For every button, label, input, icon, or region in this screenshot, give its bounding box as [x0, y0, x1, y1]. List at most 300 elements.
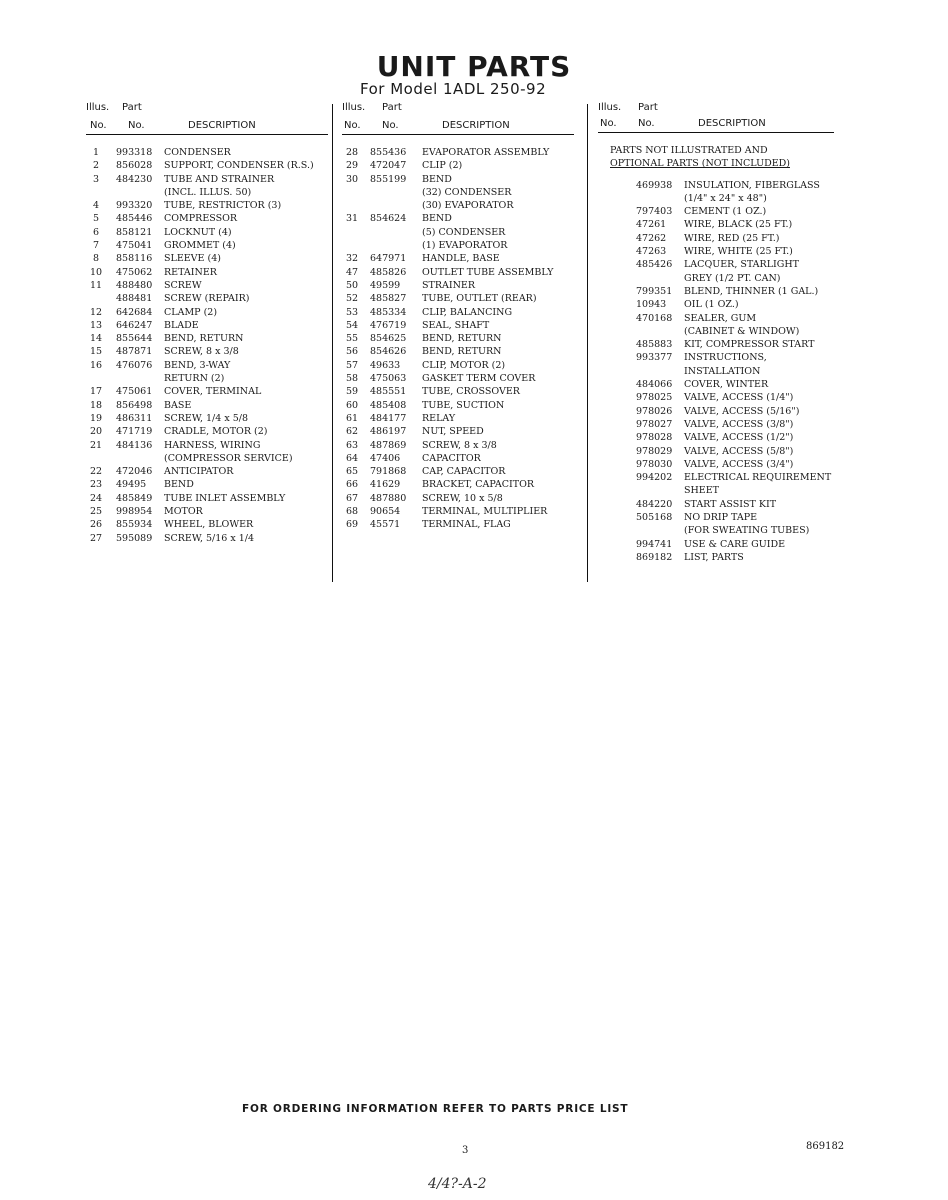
part-description: CAP, CAPACITOR — [422, 466, 506, 478]
illus-number: 57 — [345, 359, 359, 371]
part-description: RELAY — [422, 412, 456, 424]
table-row — [598, 378, 834, 391]
column-header — [598, 102, 834, 136]
part-description: CLIP, BALANCING — [422, 306, 513, 318]
part-description: COMPRESSOR — [164, 213, 238, 225]
part-description: ANTICIPATOR — [164, 466, 234, 478]
part-description: SCREW, 10 x 5/8 — [422, 492, 503, 504]
illus-number: 30 — [345, 173, 359, 185]
table-row — [598, 298, 834, 311]
table-row — [342, 279, 574, 292]
illus-number: 58 — [345, 373, 359, 385]
part-description: (CABINET & WINDOW) — [684, 325, 800, 337]
part-description: (1) EVAPORATOR — [422, 240, 508, 252]
part-description: TUBE INLET ASSEMBLY — [164, 492, 286, 504]
part-number: 994202 — [636, 472, 673, 484]
header-description: DESCRIPTION — [698, 118, 766, 129]
illus-number: 4 — [92, 200, 100, 212]
part-description: VALVE, ACCESS (3/8") — [684, 418, 794, 430]
part-description: TERMINAL, MULTIPLIER — [422, 506, 548, 518]
part-number: 486311 — [116, 412, 153, 424]
part-description: WIRE, BLACK (25 FT.) — [684, 219, 793, 231]
header-no: No. — [90, 120, 107, 131]
illus-number: 24 — [89, 492, 103, 504]
part-number: 856028 — [116, 160, 153, 172]
part-number: 476719 — [370, 319, 407, 331]
part-number: 505168 — [636, 512, 673, 524]
part-description: (5) CONDENSER — [422, 226, 506, 238]
illus-number: 67 — [345, 492, 359, 504]
part-description: INSULATION, FIBERGLASS — [684, 179, 820, 191]
illus-number: 62 — [345, 426, 359, 438]
illus-number: 3 — [92, 173, 100, 185]
part-description: SHEET — [684, 485, 719, 497]
parts-column-2 — [342, 102, 574, 532]
header-rule — [342, 134, 574, 135]
table-row — [342, 372, 574, 385]
part-number: 791868 — [370, 466, 407, 478]
parts-column-1 — [86, 102, 328, 545]
illus-number: 12 — [89, 306, 103, 318]
table-row — [598, 351, 834, 364]
part-number: 488481 — [116, 293, 153, 305]
part-description: (32) CONDENSER — [422, 186, 512, 198]
table-row — [342, 332, 574, 345]
part-description: (COMPRESSOR SERVICE) — [164, 452, 293, 464]
ordering-info: FOR ORDERING INFORMATION REFER TO PARTS PRICE LIST — [242, 1103, 629, 1115]
table-row — [342, 345, 574, 358]
column-divider — [332, 104, 333, 582]
header-rule — [86, 134, 328, 135]
part-description: CLAMP (2) — [164, 306, 218, 318]
illus-number: 53 — [345, 306, 359, 318]
table-row — [86, 452, 328, 465]
part-number: 978025 — [636, 392, 673, 404]
table-row — [598, 245, 834, 258]
part-number: 799351 — [636, 285, 673, 297]
part-number: 475063 — [370, 373, 407, 385]
illus-number: 59 — [345, 386, 359, 398]
table-row — [86, 306, 328, 319]
header-description: DESCRIPTION — [188, 120, 256, 131]
table-row — [342, 252, 574, 265]
part-description: RETURN (2) — [164, 373, 225, 385]
table-row — [598, 272, 834, 285]
table-row — [342, 492, 574, 505]
part-number: 858121 — [116, 226, 153, 238]
table-row — [342, 439, 574, 452]
part-description: LACQUER, STARLIGHT — [684, 259, 799, 271]
table-row — [342, 478, 574, 491]
table-row — [86, 173, 328, 186]
parts-column-3 — [598, 102, 834, 564]
header-no: No. — [600, 118, 617, 129]
table-row — [598, 511, 834, 524]
table-row — [86, 505, 328, 518]
table-row — [86, 518, 328, 531]
illus-number: 56 — [345, 346, 359, 358]
illus-number: 6 — [92, 226, 100, 238]
table-row — [598, 285, 834, 298]
note-line: PARTS NOT ILLUSTRATED AND — [610, 145, 768, 156]
part-number: 484066 — [636, 379, 673, 391]
table-row — [86, 359, 328, 372]
part-number: 858116 — [116, 253, 153, 265]
part-description: VALVE, ACCESS (3/4") — [684, 458, 794, 470]
part-description: VALVE, ACCESS (5/16") — [684, 405, 800, 417]
table-row — [598, 445, 834, 458]
page-title: UNIT PARTS — [376, 50, 572, 83]
part-number: 485334 — [370, 306, 407, 318]
header-part: Part — [638, 102, 658, 113]
illus-number: 7 — [92, 240, 100, 252]
part-description: VALVE, ACCESS (5/8") — [684, 445, 794, 457]
table-row — [342, 412, 574, 425]
illus-number: 22 — [89, 466, 103, 478]
table-row — [86, 345, 328, 358]
illus-number: 27 — [89, 532, 103, 544]
table-row — [86, 399, 328, 412]
part-number: 484220 — [636, 498, 673, 510]
table-row — [598, 538, 834, 551]
illus-number: 11 — [89, 279, 103, 291]
illus-number: 29 — [345, 160, 359, 172]
part-number: 488480 — [116, 279, 153, 291]
parts-list — [342, 146, 574, 532]
table-row — [86, 412, 328, 425]
table-row — [598, 551, 834, 564]
illus-number: 60 — [345, 399, 359, 411]
table-row — [86, 492, 328, 505]
illus-number: 14 — [89, 333, 103, 345]
illus-number: 1 — [92, 147, 100, 158]
parts-list — [598, 179, 834, 565]
header-description: DESCRIPTION — [442, 120, 510, 131]
part-number: 855934 — [116, 519, 153, 531]
part-number: 855644 — [116, 333, 153, 345]
table-row — [86, 385, 328, 398]
page-number: 3 — [462, 1145, 469, 1156]
part-number: 485408 — [370, 399, 407, 411]
illus-number: 20 — [89, 426, 103, 438]
illus-number: 65 — [345, 466, 359, 478]
illus-number: 2 — [92, 160, 100, 172]
header-rule — [598, 132, 834, 133]
part-description: TUBE, SUCTION — [422, 399, 505, 411]
part-number: 475062 — [116, 266, 153, 278]
document-number: 869182 — [806, 1141, 845, 1152]
header-no: No. — [344, 120, 361, 131]
part-description: BEND, RETURN — [164, 333, 244, 345]
part-description: CRADLE, MOTOR (2) — [164, 426, 268, 438]
header-no: No. — [382, 120, 399, 131]
part-description: SEAL, SHAFT — [422, 319, 490, 331]
part-number: 855436 — [370, 147, 407, 158]
part-number: 854625 — [370, 333, 407, 345]
part-description: COVER, WINTER — [684, 379, 769, 391]
part-description: TUBE AND STRAINER — [164, 173, 275, 185]
table-row — [86, 532, 328, 545]
table-row — [342, 159, 574, 172]
table-row — [598, 232, 834, 245]
table-row — [86, 319, 328, 332]
illus-number: 55 — [345, 333, 359, 345]
part-number: 978027 — [636, 418, 673, 430]
part-number: 471719 — [116, 426, 153, 438]
part-number: 646247 — [116, 319, 153, 331]
part-number: 10943 — [636, 299, 667, 311]
part-number: 47261 — [636, 219, 667, 231]
part-number: 475061 — [116, 386, 153, 398]
part-number: 797403 — [636, 206, 673, 218]
part-description: TUBE, RESTRICTOR (3) — [164, 200, 282, 212]
note-line: OPTIONAL PARTS (NOT INCLUDED) — [610, 158, 790, 170]
part-description: TUBE, OUTLET (REAR) — [422, 293, 537, 305]
part-description: SCREW, 1/4 x 5/8 — [164, 412, 248, 424]
illus-number: 63 — [345, 439, 359, 451]
part-number: 855199 — [370, 173, 407, 185]
part-number: 470168 — [636, 312, 673, 324]
illus-number: 31 — [345, 213, 359, 225]
table-row — [598, 471, 834, 484]
part-number: 472047 — [370, 160, 407, 172]
part-number: 978029 — [636, 445, 673, 457]
table-row — [342, 226, 574, 239]
part-description: (INCL. ILLUS. 50) — [164, 186, 252, 198]
table-row — [86, 292, 328, 305]
part-description: NO DRIP TAPE — [684, 512, 758, 524]
part-number: 856498 — [116, 399, 153, 411]
table-row — [342, 239, 574, 252]
header-illus: Illus. — [86, 102, 110, 113]
part-description: BEND — [422, 173, 452, 185]
part-description: SCREW, 8 x 3/8 — [422, 439, 497, 451]
illus-number: 23 — [89, 479, 103, 491]
table-row — [342, 173, 574, 186]
part-description: LIST, PARTS — [684, 551, 744, 563]
part-description: CEMENT (1 OZ.) — [684, 206, 767, 218]
table-row — [86, 439, 328, 452]
column-header — [342, 102, 574, 136]
illus-number: 47 — [345, 266, 359, 278]
part-number: 647971 — [370, 253, 407, 265]
table-row — [342, 518, 574, 531]
table-row — [598, 192, 834, 205]
table-row — [598, 179, 834, 192]
part-number: 476076 — [116, 359, 153, 371]
table-row — [86, 186, 328, 199]
table-row — [342, 146, 574, 159]
part-number: 854624 — [370, 213, 407, 225]
part-number: 978028 — [636, 432, 673, 444]
illus-number: 10 — [89, 266, 103, 278]
table-row — [598, 312, 834, 325]
part-description: COVER, TERMINAL — [164, 386, 262, 398]
illus-number: 8 — [92, 253, 100, 265]
table-row — [86, 465, 328, 478]
table-row — [598, 458, 834, 471]
illus-number: 17 — [89, 386, 103, 398]
part-description: BRACKET, CAPACITOR — [422, 479, 535, 491]
part-number: 487880 — [370, 492, 407, 504]
part-description: BEND, 3-WAY — [164, 359, 231, 371]
illus-number: 66 — [345, 479, 359, 491]
part-description: CAPACITOR — [422, 452, 481, 464]
illus-number: 25 — [89, 506, 103, 518]
part-description: USE & CARE GUIDE — [684, 538, 786, 550]
part-description: TERMINAL, FLAG — [422, 519, 511, 531]
part-description: INSTRUCTIONS, — [684, 352, 767, 364]
part-description: BLADE — [164, 319, 199, 331]
part-description: STRAINER — [422, 279, 476, 291]
part-description: ELECTRICAL REQUIREMENT — [684, 472, 832, 484]
table-row — [86, 252, 328, 265]
illus-number: 54 — [345, 319, 359, 331]
part-number: 485446 — [116, 213, 153, 225]
illus-number: 52 — [345, 293, 359, 305]
part-description: EVAPORATOR ASSEMBLY — [422, 147, 550, 158]
part-description: GASKET TERM COVER — [422, 373, 536, 385]
table-row — [86, 266, 328, 279]
illus-number: 19 — [89, 412, 103, 424]
part-number: 41629 — [370, 479, 401, 491]
part-number: 642684 — [116, 306, 153, 318]
table-row — [598, 498, 834, 511]
table-row — [86, 478, 328, 491]
part-description: KIT, COMPRESSOR START — [684, 339, 815, 351]
table-row — [342, 186, 574, 199]
part-description: (1/4" x 24" x 48") — [684, 192, 767, 204]
part-description: BASE — [164, 399, 192, 411]
part-number: 485826 — [370, 266, 407, 278]
part-number: 993320 — [116, 200, 153, 212]
table-row — [342, 292, 574, 305]
part-number: 595089 — [116, 532, 153, 544]
part-number: 978030 — [636, 458, 673, 470]
illus-number: 18 — [89, 399, 103, 411]
part-description: GROMMET (4) — [164, 240, 236, 252]
illus-number: 50 — [345, 279, 359, 291]
part-description: SCREW, 8 x 3/8 — [164, 346, 239, 358]
column-header — [86, 102, 328, 136]
table-row — [342, 266, 574, 279]
part-description: (30) EVAPORATOR — [422, 200, 514, 212]
illus-number: 26 — [89, 519, 103, 531]
part-description: BEND, RETURN — [422, 333, 502, 345]
table-row — [598, 205, 834, 218]
part-number: 47262 — [636, 232, 667, 244]
table-row — [342, 359, 574, 372]
part-description: NUT, SPEED — [422, 426, 484, 438]
part-number: 484177 — [370, 412, 407, 424]
table-row — [342, 452, 574, 465]
part-number: 469938 — [636, 179, 673, 191]
table-row — [598, 418, 834, 431]
table-row — [86, 425, 328, 438]
part-description: OIL (1 OZ.) — [684, 299, 739, 311]
optional-parts-note — [610, 144, 834, 171]
table-row — [598, 365, 834, 378]
table-row — [342, 425, 574, 438]
table-row — [342, 399, 574, 412]
header-part: Part — [122, 102, 142, 113]
header-illus: Illus. — [598, 102, 622, 113]
illus-number: 28 — [345, 147, 359, 158]
part-number: 487869 — [370, 439, 407, 451]
illus-number: 13 — [89, 319, 103, 331]
page-subtitle: For Model 1ADL 250-92 — [360, 80, 547, 98]
part-number: 998954 — [116, 506, 153, 518]
part-description: LOCKNUT (4) — [164, 226, 232, 238]
part-description: (FOR SWEATING TUBES) — [684, 525, 810, 537]
table-row — [598, 484, 834, 497]
part-description: BEND — [164, 479, 194, 491]
part-description: SLEEVE (4) — [164, 253, 221, 265]
part-description: WHEEL, BLOWER — [164, 519, 254, 531]
part-description: RETAINER — [164, 266, 217, 278]
table-row — [342, 505, 574, 518]
table-row — [86, 212, 328, 225]
table-row — [342, 306, 574, 319]
part-number: 854626 — [370, 346, 407, 358]
table-row — [342, 465, 574, 478]
illus-number: 68 — [345, 506, 359, 518]
table-row — [86, 159, 328, 172]
part-number: 475041 — [116, 240, 153, 252]
part-number: 485849 — [116, 492, 153, 504]
part-description: BEND, RETURN — [422, 346, 502, 358]
part-number: 484136 — [116, 439, 153, 451]
part-number: 485551 — [370, 386, 407, 398]
column-divider — [587, 104, 588, 582]
header-illus: Illus. — [342, 102, 366, 113]
table-row — [598, 431, 834, 444]
part-number: 487871 — [116, 346, 153, 358]
table-row — [598, 524, 834, 537]
table-row — [598, 218, 834, 231]
illus-number: 64 — [345, 452, 359, 464]
part-description: MOTOR — [164, 506, 203, 518]
part-number: 49495 — [116, 479, 147, 491]
header-no: No. — [128, 120, 145, 131]
parts-list — [86, 146, 328, 545]
illus-number: 16 — [89, 359, 103, 371]
part-number: 472046 — [116, 466, 153, 478]
part-number: 869182 — [636, 551, 673, 563]
part-description: TUBE, CROSSOVER — [422, 386, 520, 398]
table-row — [86, 146, 328, 159]
illus-number: 21 — [89, 439, 103, 451]
part-description: SUPPORT, CONDENSER (R.S.) — [164, 160, 314, 172]
part-description: SEALER, GUM — [684, 312, 757, 324]
table-row — [86, 372, 328, 385]
table-row — [86, 239, 328, 252]
part-description: CONDENSER — [164, 147, 231, 158]
table-row — [342, 385, 574, 398]
part-number: 90654 — [370, 506, 401, 518]
part-description: BLEND, THINNER (1 GAL.) — [684, 285, 819, 297]
part-number: 49599 — [370, 279, 401, 291]
part-number: 47406 — [370, 452, 401, 464]
table-row — [598, 338, 834, 351]
part-number: 485827 — [370, 293, 407, 305]
part-description: OUTLET TUBE ASSEMBLY — [422, 266, 554, 278]
part-description: GREY (1/2 PT. CAN) — [684, 272, 781, 284]
table-row — [86, 199, 328, 212]
part-description: SCREW (REPAIR) — [164, 293, 250, 305]
part-number: 486197 — [370, 426, 407, 438]
part-description: CLIP, MOTOR (2) — [422, 359, 506, 371]
